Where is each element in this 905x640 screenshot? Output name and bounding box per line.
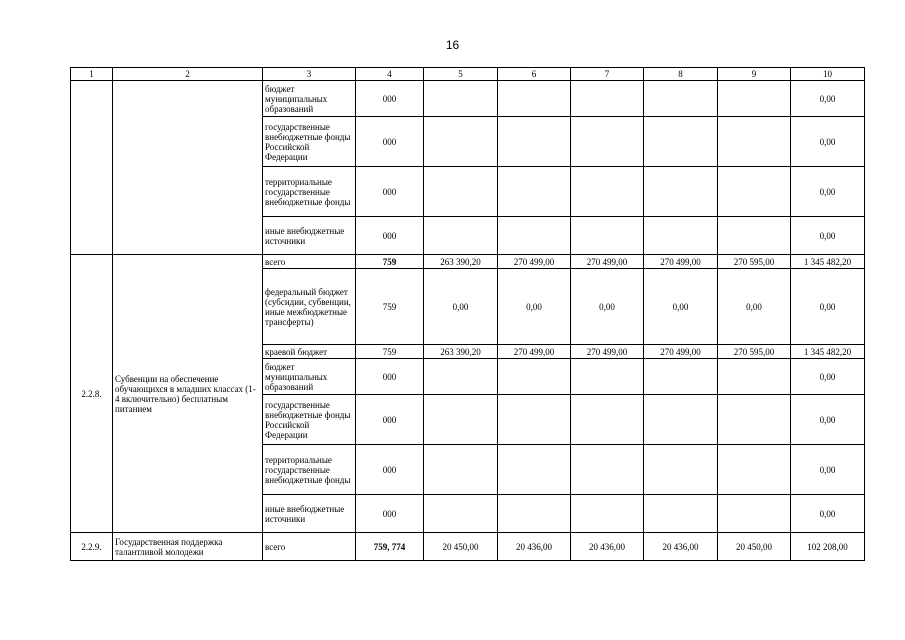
column-header: 6 bbox=[498, 68, 571, 81]
item-number: 2.2.9. bbox=[71, 533, 113, 561]
item-number: 2.2.8. bbox=[71, 255, 113, 533]
value-cell: 270 499,00 bbox=[644, 255, 718, 269]
value-cell bbox=[718, 167, 791, 217]
value-cell: 20 436,00 bbox=[644, 533, 718, 561]
value-cell bbox=[498, 117, 571, 167]
budget-code: 759 bbox=[356, 345, 424, 359]
funding-source: территориальные государственные внебюджетные фонды bbox=[263, 167, 356, 217]
value-cell: 20 450,00 bbox=[424, 533, 498, 561]
column-header: 3 bbox=[263, 68, 356, 81]
funding-source: иные внебюджетные источники bbox=[263, 217, 356, 255]
value-cell bbox=[424, 167, 498, 217]
value-cell bbox=[571, 395, 644, 445]
value-cell: 270 499,00 bbox=[571, 345, 644, 359]
value-cell bbox=[498, 495, 571, 533]
value-cell bbox=[498, 359, 571, 395]
value-cell bbox=[424, 81, 498, 117]
value-cell: 20 436,00 bbox=[571, 533, 644, 561]
budget-table bbox=[70, 67, 865, 561]
value-cell bbox=[571, 81, 644, 117]
funding-source: государственные внебюджетные фонды Российской Федерации bbox=[263, 395, 356, 445]
value-cell: 0,00 bbox=[718, 269, 791, 345]
total-cell: 0,00 bbox=[791, 269, 865, 345]
total-cell: 1 345 482,20 bbox=[791, 345, 865, 359]
value-cell bbox=[498, 81, 571, 117]
item-name-cell bbox=[113, 81, 263, 255]
value-cell bbox=[571, 217, 644, 255]
value-cell bbox=[718, 495, 791, 533]
value-cell: 270 499,00 bbox=[498, 345, 571, 359]
value-cell bbox=[498, 167, 571, 217]
column-header: 5 bbox=[424, 68, 498, 81]
page-number: 16 bbox=[445, 38, 460, 52]
funding-source: всего bbox=[263, 255, 356, 269]
value-cell bbox=[644, 81, 718, 117]
value-cell: 270 595,00 bbox=[718, 255, 791, 269]
total-cell: 0,00 bbox=[791, 167, 865, 217]
budget-code: 000 bbox=[356, 217, 424, 255]
value-cell: 263 390,20 bbox=[424, 345, 498, 359]
budget-code: 759 bbox=[356, 255, 424, 269]
funding-source: иные внебюджетные источники bbox=[263, 495, 356, 533]
value-cell: 270 499,00 bbox=[644, 345, 718, 359]
value-cell bbox=[424, 445, 498, 495]
total-cell: 0,00 bbox=[791, 81, 865, 117]
value-cell bbox=[424, 495, 498, 533]
value-cell: 270 595,00 bbox=[718, 345, 791, 359]
value-cell bbox=[644, 395, 718, 445]
total-cell: 1 345 482,20 bbox=[791, 255, 865, 269]
value-cell bbox=[571, 117, 644, 167]
value-cell: 270 499,00 bbox=[498, 255, 571, 269]
column-header: 2 bbox=[113, 68, 263, 81]
value-cell bbox=[718, 81, 791, 117]
funding-source: федеральный бюджет (субсидии, субвенции, иные межбюджетные трансферты) bbox=[263, 269, 356, 345]
value-cell: 0,00 bbox=[498, 269, 571, 345]
table-row bbox=[71, 255, 865, 269]
column-header: 4 bbox=[356, 68, 424, 81]
value-cell bbox=[718, 117, 791, 167]
column-header: 7 bbox=[571, 68, 644, 81]
value-cell bbox=[644, 217, 718, 255]
budget-code: 000 bbox=[356, 395, 424, 445]
total-cell: 0,00 bbox=[791, 445, 865, 495]
item-number-cell bbox=[71, 81, 113, 255]
value-cell bbox=[498, 395, 571, 445]
table-row bbox=[71, 533, 865, 561]
budget-code: 000 bbox=[356, 81, 424, 117]
column-header: 9 bbox=[718, 68, 791, 81]
budget-code: 000 bbox=[356, 167, 424, 217]
value-cell bbox=[718, 395, 791, 445]
value-cell: 20 436,00 bbox=[498, 533, 571, 561]
budget-code: 000 bbox=[356, 495, 424, 533]
table-row bbox=[71, 81, 865, 117]
funding-source: бюджет муниципальных образований bbox=[263, 81, 356, 117]
value-cell bbox=[424, 217, 498, 255]
value-cell bbox=[424, 395, 498, 445]
value-cell bbox=[644, 495, 718, 533]
value-cell: 0,00 bbox=[644, 269, 718, 345]
value-cell: 0,00 bbox=[424, 269, 498, 345]
value-cell: 270 499,00 bbox=[571, 255, 644, 269]
value-cell bbox=[571, 495, 644, 533]
funding-source: государственные внебюджетные фонды Российской Федерации bbox=[263, 117, 356, 167]
value-cell: 20 450,00 bbox=[718, 533, 791, 561]
budget-code: 000 bbox=[356, 445, 424, 495]
budget-code: 759 bbox=[356, 269, 424, 345]
funding-source: краевой бюджет bbox=[263, 345, 356, 359]
value-cell bbox=[424, 359, 498, 395]
item-name: Субвенции на обеспечение обучающихся в младших классах (1-4 включительно) бесплатным питанием bbox=[113, 255, 263, 533]
value-cell bbox=[718, 445, 791, 495]
total-cell: 0,00 bbox=[791, 359, 865, 395]
column-header: 8 bbox=[644, 68, 718, 81]
column-header: 1 bbox=[71, 68, 113, 81]
value-cell: 0,00 bbox=[571, 269, 644, 345]
item-name: Государственная поддержка талантливой молодежи bbox=[113, 533, 263, 561]
value-cell bbox=[498, 217, 571, 255]
budget-code: 000 bbox=[356, 359, 424, 395]
funding-source: территориальные государственные внебюджетные фонды bbox=[263, 445, 356, 495]
header-row bbox=[71, 68, 865, 81]
total-cell: 0,00 bbox=[791, 395, 865, 445]
value-cell bbox=[498, 445, 571, 495]
funding-source: всего bbox=[263, 533, 356, 561]
value-cell bbox=[644, 445, 718, 495]
value-cell bbox=[644, 167, 718, 217]
value-cell bbox=[424, 117, 498, 167]
value-cell: 263 390,20 bbox=[424, 255, 498, 269]
value-cell bbox=[571, 167, 644, 217]
value-cell bbox=[644, 117, 718, 167]
value-cell bbox=[718, 359, 791, 395]
budget-code: 000 bbox=[356, 117, 424, 167]
total-cell: 102 208,00 bbox=[791, 533, 865, 561]
value-cell bbox=[718, 217, 791, 255]
total-cell: 0,00 bbox=[791, 495, 865, 533]
column-header: 10 bbox=[791, 68, 865, 81]
value-cell bbox=[571, 445, 644, 495]
funding-source: бюджет муниципальных образований bbox=[263, 359, 356, 395]
budget-code: 759, 774 bbox=[356, 533, 424, 561]
value-cell bbox=[644, 359, 718, 395]
total-cell: 0,00 bbox=[791, 217, 865, 255]
value-cell bbox=[571, 359, 644, 395]
total-cell: 0,00 bbox=[791, 117, 865, 167]
